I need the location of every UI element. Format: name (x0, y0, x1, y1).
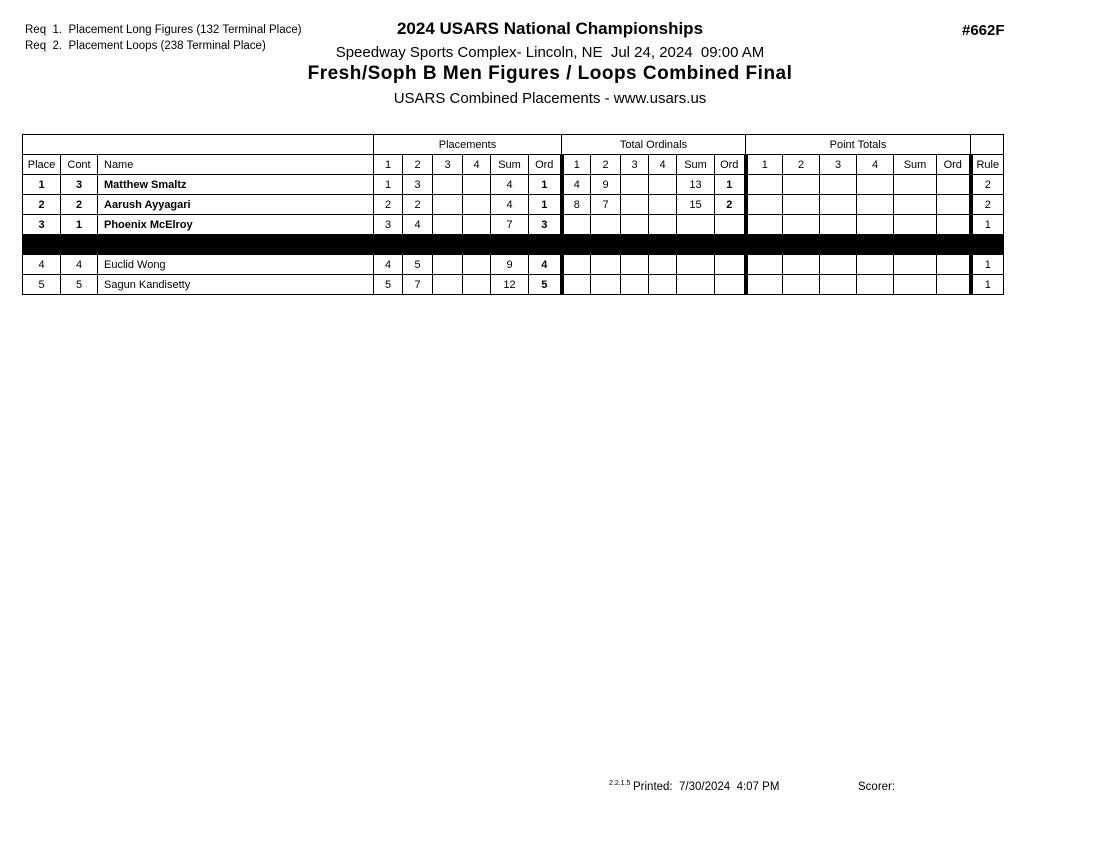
cell-name: Sagun Kandisetty (98, 275, 374, 295)
cell (820, 215, 857, 235)
cell (621, 275, 649, 295)
cell: 9 (591, 175, 621, 195)
table-row (23, 255, 1004, 275)
cell-name: Matthew Smaltz (98, 175, 374, 195)
col-header-ord: Ord (937, 155, 971, 175)
cell: 4 (562, 175, 591, 195)
cell: 7 (403, 275, 433, 295)
cell (820, 275, 857, 295)
cell-sum (894, 275, 937, 295)
col-header: 4 (463, 155, 491, 175)
cell (621, 175, 649, 195)
cell-place: 1 (23, 175, 61, 195)
cell (463, 175, 491, 195)
col-header-rule: Rule (971, 155, 1004, 175)
cell-place: 5 (23, 275, 61, 295)
cell (591, 275, 621, 295)
cell (621, 195, 649, 215)
cell (649, 275, 677, 295)
col-header-cont: Cont (61, 155, 98, 175)
col-header-name: Name (98, 155, 374, 175)
cell (591, 255, 621, 275)
cell (783, 195, 820, 215)
group-header-spacer (23, 135, 374, 155)
report-subtitle: USARS Combined Placements - www.usars.us (393, 90, 707, 107)
cell (783, 215, 820, 235)
requirement-line-1: Req 1. Placement Long Figures (132 Terminal Place) (25, 24, 302, 36)
cell (433, 215, 463, 235)
cell (857, 275, 894, 295)
cell-ord: 5 (529, 275, 562, 295)
cell-ord (937, 215, 971, 235)
cell (746, 215, 783, 235)
cell (463, 255, 491, 275)
cell (857, 255, 894, 275)
col-header: 1 (374, 155, 403, 175)
cell: 8 (562, 195, 591, 215)
cell-sum (894, 215, 937, 235)
cell (433, 195, 463, 215)
cell (783, 175, 820, 195)
cell-place: 2 (23, 195, 61, 215)
cell (820, 175, 857, 195)
cell: 4 (403, 215, 433, 235)
col-header: 2 (783, 155, 820, 175)
cell-sum: 15 (677, 195, 715, 215)
cell-ord (715, 275, 746, 295)
cell (562, 255, 591, 275)
group-header-point-totals: Point Totals (746, 135, 971, 155)
results-table (22, 134, 1004, 295)
cell (746, 195, 783, 215)
cell (591, 215, 621, 235)
cell (562, 215, 591, 235)
cell-ord (715, 255, 746, 275)
cell-cont: 1 (61, 215, 98, 235)
cell (463, 275, 491, 295)
cell: 5 (403, 255, 433, 275)
col-header-sum: Sum (677, 155, 715, 175)
cell (649, 175, 677, 195)
col-header: 1 (562, 155, 591, 175)
scorer-label: Scorer: (858, 781, 896, 793)
col-header-ord: Ord (715, 155, 746, 175)
col-header-place: Place (23, 155, 61, 175)
table-row (23, 215, 1004, 235)
cell: 5 (374, 275, 403, 295)
venue-date-line: Speedway Sports Complex- Lincoln, NE Jul 24, 2024 09:00 AM (335, 44, 765, 61)
cell-place: 3 (23, 215, 61, 235)
divider-bar (23, 235, 1004, 255)
cell (820, 255, 857, 275)
col-header: 1 (746, 155, 783, 175)
cell (433, 175, 463, 195)
cell-ord: 2 (715, 195, 746, 215)
sheet-number: #662F (962, 22, 1005, 39)
cell: 2 (403, 195, 433, 215)
cell-sum (677, 255, 715, 275)
cell (649, 195, 677, 215)
group-header-total-ordinals: Total Ordinals (562, 135, 746, 155)
cell-ord (937, 175, 971, 195)
cell (746, 275, 783, 295)
cell-rule: 1 (971, 275, 1004, 295)
cell: 4 (374, 255, 403, 275)
cell: 2 (374, 195, 403, 215)
cell (746, 255, 783, 275)
cell-ord (937, 195, 971, 215)
cell-sum: 4 (491, 175, 529, 195)
table-row (23, 175, 1004, 195)
col-header-sum: Sum (894, 155, 937, 175)
cell-sum (894, 255, 937, 275)
cell-sum: 4 (491, 195, 529, 215)
group-header-row (23, 135, 1004, 155)
col-header: 4 (857, 155, 894, 175)
col-header: 4 (649, 155, 677, 175)
cell-sum (894, 175, 937, 195)
cell-ord: 1 (715, 175, 746, 195)
cell-ord: 1 (529, 175, 562, 195)
cell-rule: 1 (971, 215, 1004, 235)
cell-rule: 2 (971, 195, 1004, 215)
cell (433, 275, 463, 295)
cell-sum: 9 (491, 255, 529, 275)
cell (562, 275, 591, 295)
cell-ord (937, 275, 971, 295)
cell-ord (937, 255, 971, 275)
group-header-placements: Placements (374, 135, 562, 155)
cell (857, 175, 894, 195)
printed-timestamp: Printed: 7/30/2024 4:07 PM (633, 781, 780, 793)
col-header: 2 (403, 155, 433, 175)
cell-cont: 3 (61, 175, 98, 195)
cell: 7 (591, 195, 621, 215)
group-header-spacer (971, 135, 1004, 155)
cell-name: Aarush Ayyagari (98, 195, 374, 215)
cell-sum: 13 (677, 175, 715, 195)
cell (783, 275, 820, 295)
col-header: 2 (591, 155, 621, 175)
event-title: Fresh/Soph B Men Figures / Loops Combined Final (307, 63, 793, 84)
col-header: 3 (621, 155, 649, 175)
cell-ord (715, 215, 746, 235)
cell (433, 255, 463, 275)
col-header: 3 (433, 155, 463, 175)
cell (621, 215, 649, 235)
col-header: 3 (820, 155, 857, 175)
cell-sum (677, 275, 715, 295)
cell (621, 255, 649, 275)
cell-sum (894, 195, 937, 215)
column-header-row (23, 155, 1004, 175)
cell-cont: 4 (61, 255, 98, 275)
requirement-line-2: Req 2. Placement Loops (238 Terminal Place) (25, 40, 266, 52)
cell-rule: 1 (971, 255, 1004, 275)
cell (820, 195, 857, 215)
col-header-ord: Ord (529, 155, 562, 175)
cell (463, 195, 491, 215)
cell-place: 4 (23, 255, 61, 275)
cell (783, 255, 820, 275)
table-row (23, 195, 1004, 215)
cell-ord: 3 (529, 215, 562, 235)
cell-name: Phoenix McElroy (98, 215, 374, 235)
cell (746, 175, 783, 195)
cell (857, 215, 894, 235)
cell-rule: 2 (971, 175, 1004, 195)
cell-name: Euclid Wong (98, 255, 374, 275)
cell: 3 (374, 215, 403, 235)
cell-cont: 2 (61, 195, 98, 215)
cell-sum: 7 (491, 215, 529, 235)
cell-sum (677, 215, 715, 235)
software-version: 2.2.1.5 (609, 780, 631, 787)
cell (649, 215, 677, 235)
page-title: 2024 USARS National Championships (396, 19, 704, 38)
cell (463, 215, 491, 235)
cell (649, 255, 677, 275)
cell: 1 (374, 175, 403, 195)
qualifying-cutoff-divider (23, 235, 1004, 255)
cell-sum: 12 (491, 275, 529, 295)
table-row (23, 275, 1004, 295)
cell (857, 195, 894, 215)
cell-cont: 5 (61, 275, 98, 295)
cell-ord: 1 (529, 195, 562, 215)
cell: 3 (403, 175, 433, 195)
cell-ord: 4 (529, 255, 562, 275)
col-header-sum: Sum (491, 155, 529, 175)
